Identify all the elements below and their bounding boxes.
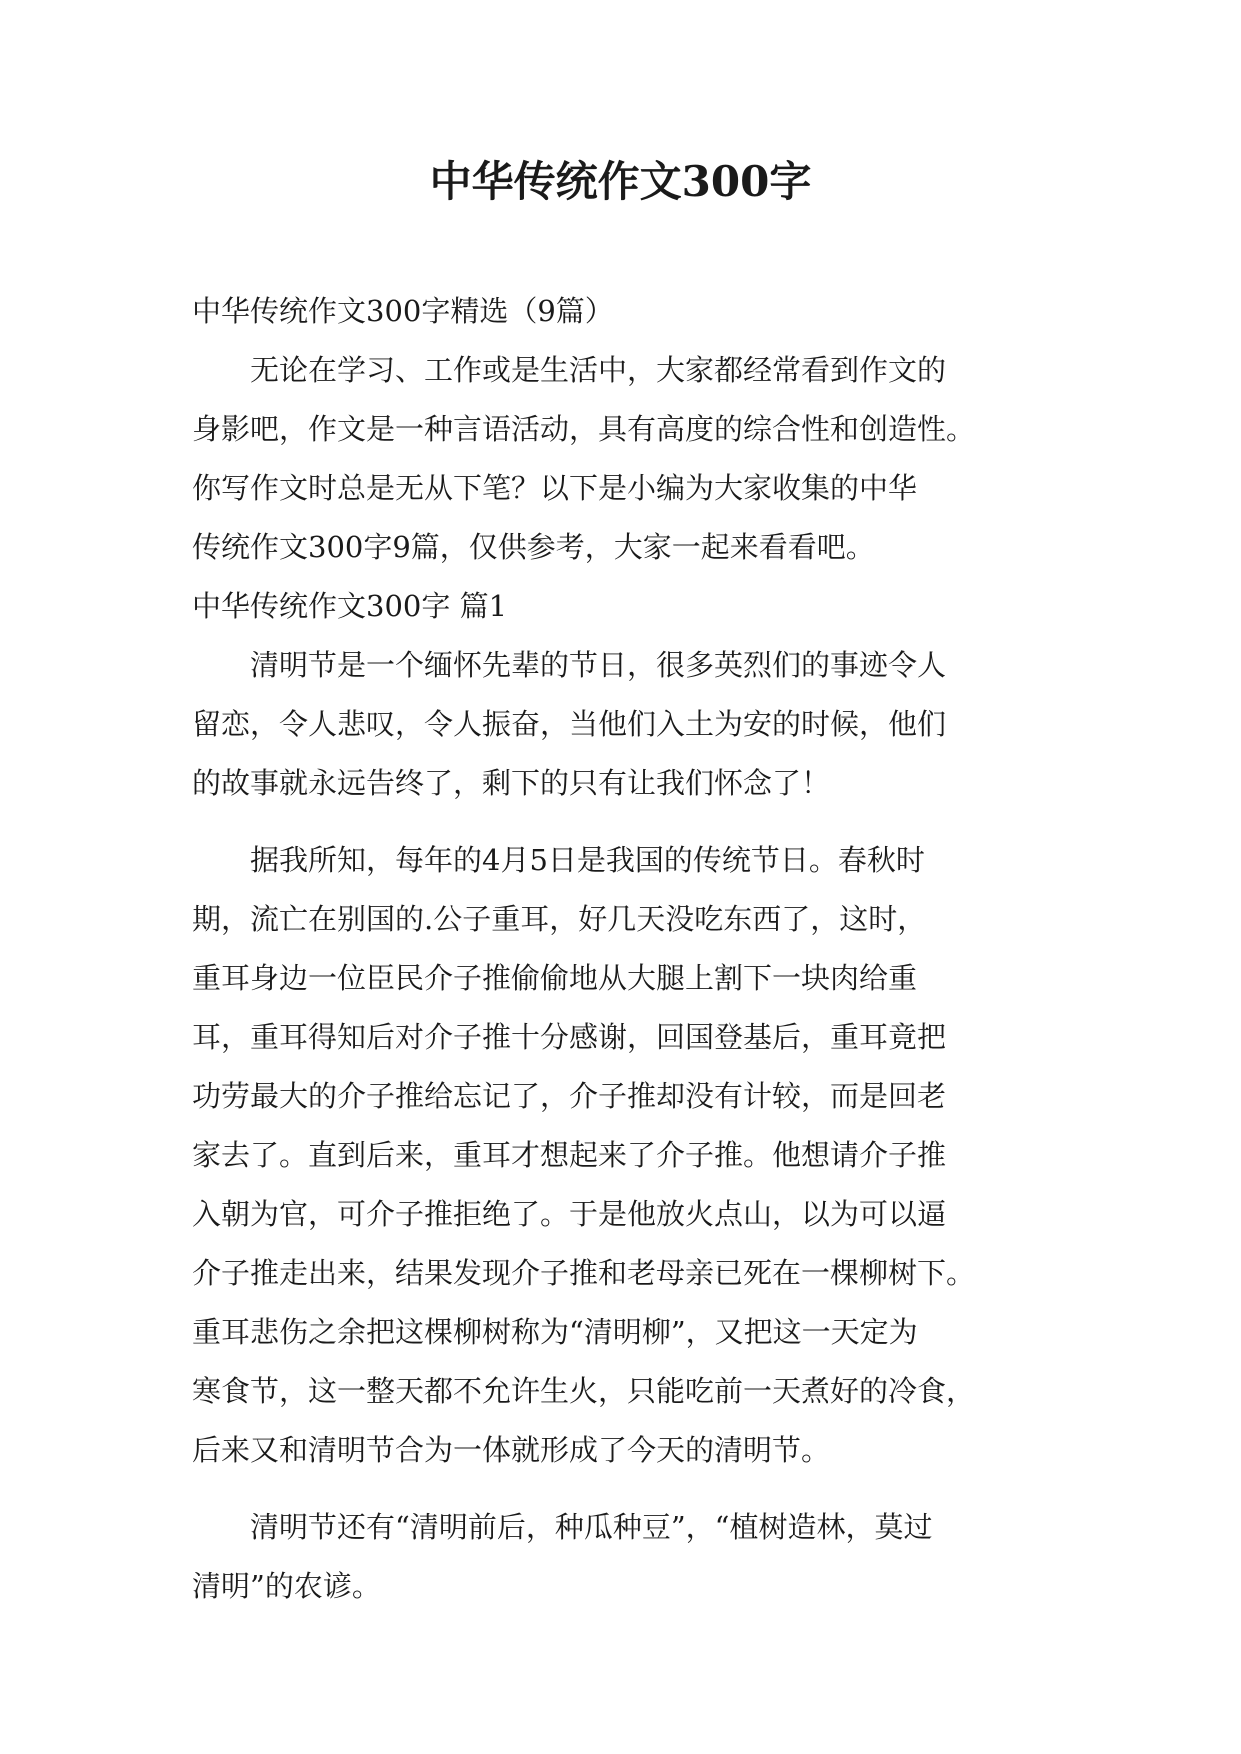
section-heading: 中华传统作文300字 篇1 (192, 589, 508, 623)
paragraph-line: 重耳悲伤之余把这棵柳树称为“清明柳”，又把这一天定为 (192, 1315, 918, 1349)
paragraph-gap (192, 813, 1052, 831)
paragraph-gap (192, 1480, 1052, 1498)
paragraph-line: 留恋，令人悲叹，令人振奋，当他们入土为安的时候，他们 (192, 707, 947, 741)
paragraph-line: 据我所知，每年的4月5日是我国的传统节日。春秋时 (192, 843, 925, 877)
paragraph-line: 家去了。直到后来，重耳才想起来了介子推。他想请介子推 (192, 1138, 947, 1172)
paragraph-line: 介子推走出来，结果发现介子推和老母亲已死在一棵柳树下。 (192, 1256, 976, 1290)
paragraph-line: 身影吧，作文是一种言语活动，具有高度的综合性和创造性。 (192, 412, 976, 446)
document-body (192, 282, 1052, 1616)
paragraph-line: 期，流亡在别国的.公子重耳，好几天没吃东西了，这时， (192, 902, 927, 936)
paragraph-line: 无论在学习、工作或是生活中，大家都经常看到作文的 (192, 353, 947, 387)
paragraph-line: 功劳最大的介子推给忘记了，介子推却没有计较，而是回老 (192, 1079, 947, 1113)
paragraph-line: 传统作文300字9篇，仅供参考，大家一起来看看吧。 (192, 530, 875, 564)
paragraph-line: 清明节还有“清明前后，种瓜种豆”，“植树造林，莫过 (192, 1510, 933, 1544)
paragraph-line: 的故事就永远告终了，剩下的只有让我们怀念了！ (192, 766, 831, 800)
paragraph-line: 入朝为官，可介子推拒绝了。于是他放火点山，以为可以逼 (192, 1197, 947, 1231)
subtitle-line: 中华传统作文300字精选（9篇） (192, 294, 614, 328)
paragraph-line: 后来又和清明节合为一体就形成了今天的清明节。 (192, 1433, 831, 1467)
paragraph-line: 耳，重耳得知后对介子推十分感谢，回国登基后，重耳竟把 (192, 1020, 947, 1054)
document-title: 中华传统作文300字 (429, 157, 812, 206)
paragraph-line: 清明”的农谚。 (192, 1569, 381, 1603)
paragraph-line: 重耳身边一位臣民介子推偷偷地从大腿上割下一块肉给重 (192, 961, 918, 995)
paragraph-line: 清明节是一个缅怀先辈的节日，很多英烈们的事迹令人 (192, 648, 947, 682)
paragraph-line: 寒食节，这一整天都不允许生火，只能吃前一天煮好的冷食， (192, 1374, 976, 1408)
paragraph-line: 你写作文时总是无从下笔？以下是小编为大家收集的中华 (192, 471, 918, 505)
